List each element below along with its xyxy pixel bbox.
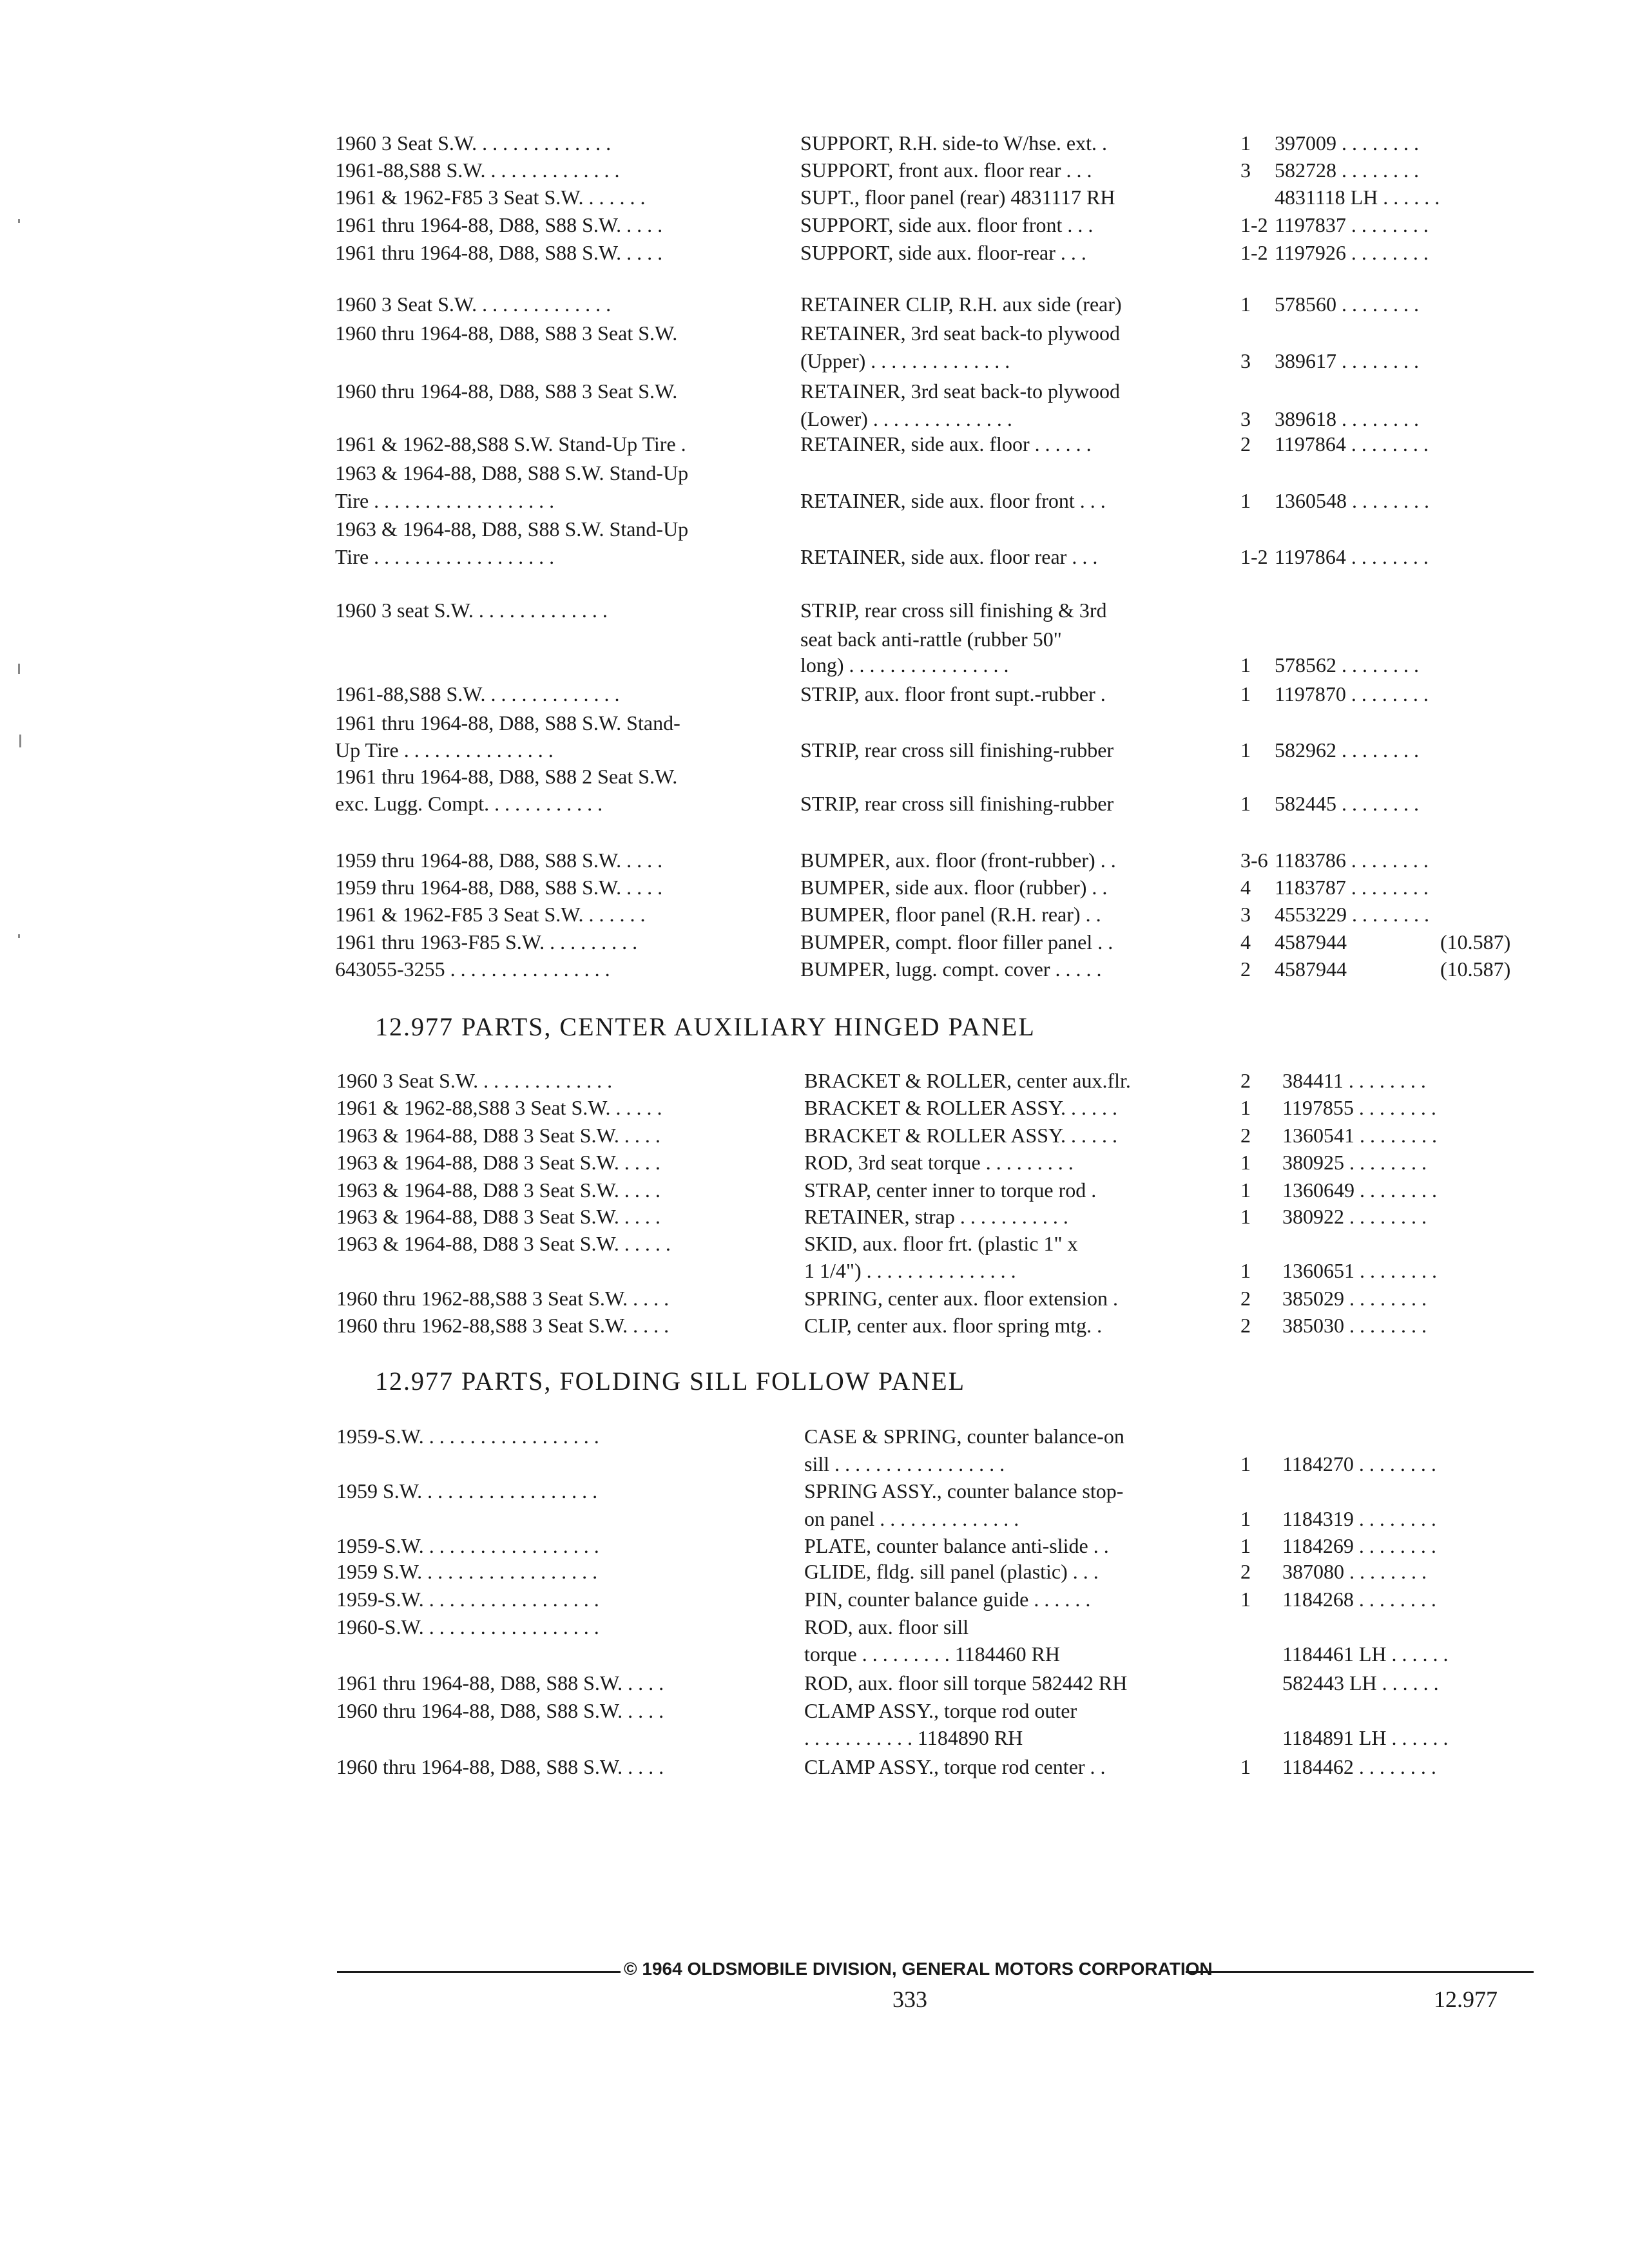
model-application: 1960 thru 1964-88, D88, S88 3 Seat S.W. — [335, 380, 678, 403]
parts-row — [0, 789, 1629, 819]
parts-row — [0, 1121, 1629, 1151]
part-description: CASE & SPRING, counter balance-on — [804, 1425, 1124, 1448]
model-application: 1961 thru 1963-F85 S.W. . . . . . . . . . — [335, 930, 638, 954]
part-description: 1 1/4") . . . . . . . . . . . . . . . — [804, 1259, 1016, 1282]
part-description: CLIP, center aux. floor spring mtg. . — [804, 1314, 1103, 1337]
part-number: 1197926 . . . . . . . . — [1275, 241, 1429, 264]
part-number: 1184462 . . . . . . . . — [1282, 1755, 1436, 1778]
part-number: 4587944 — [1275, 930, 1347, 954]
quantity: 1 — [1240, 1507, 1251, 1530]
quantity: 1 — [1240, 792, 1251, 815]
part-description: RETAINER, strap . . . . . . . . . . . — [804, 1205, 1068, 1228]
part-number: 1197870 . . . . . . . . — [1275, 682, 1429, 706]
model-application: 1963 & 1964-88, D88 3 Seat S.W. . . . . — [336, 1178, 660, 1202]
part-number: 1197855 . . . . . . . . — [1282, 1096, 1436, 1119]
part-description: STRIP, rear cross sill finishing & 3rd — [800, 599, 1107, 622]
quantity: 1 — [1240, 1259, 1251, 1282]
model-application: 1961 thru 1964-88, D88, S88 2 Seat S.W. — [335, 765, 678, 788]
parts-row — [0, 1504, 1629, 1534]
model-application: 1961 thru 1964-88, D88, S88 S.W. . . . . — [336, 1671, 664, 1695]
model-application: 1959 thru 1964-88, D88, S88 S.W. . . . . — [335, 876, 663, 899]
parts-row — [0, 1450, 1629, 1479]
part-description: RETAINER CLIP, R.H. aux side (rear) — [800, 293, 1122, 316]
part-description: CLAMP ASSY., torque rod outer — [804, 1699, 1077, 1722]
parts-row — [0, 347, 1629, 376]
quantity: 3 — [1240, 407, 1251, 430]
parts-row — [0, 651, 1629, 680]
quantity: 2 — [1240, 1314, 1251, 1337]
part-description: BUMPER, aux. floor (front-rubber) . . — [800, 849, 1116, 872]
part-description: STRIP, rear cross sill finishing-rubber — [800, 792, 1114, 815]
part-description: BRACKET & ROLLER ASSY. . . . . . — [804, 1124, 1118, 1147]
part-number: 384411 . . . . . . . . — [1282, 1069, 1426, 1092]
page-number: 333 — [892, 1986, 927, 2012]
part-description: SUPPORT, side aux. floor-rear . . . — [800, 241, 1086, 264]
part-number: 4553229 . . . . . . . . — [1275, 903, 1429, 926]
parts-row — [0, 1202, 1629, 1232]
parts-row — [0, 736, 1629, 765]
quantity: 2 — [1240, 1560, 1251, 1583]
part-description: SUPT., floor panel (rear) 4831117 RH — [800, 186, 1115, 209]
part-number: 1184269 . . . . . . . . — [1282, 1534, 1436, 1557]
model-application: Tire . . . . . . . . . . . . . . . . . . — [335, 545, 555, 568]
part-number: 389617 . . . . . . . . — [1275, 349, 1419, 372]
parts-row — [0, 515, 1629, 544]
part-description: PIN, counter balance guide . . . . . . — [804, 1588, 1091, 1611]
parts-row — [0, 377, 1629, 407]
part-number: 582962 . . . . . . . . — [1275, 738, 1419, 762]
quantity: 2 — [1240, 1124, 1251, 1147]
parts-row — [0, 1148, 1629, 1178]
model-application: exc. Lugg. Compt. . . . . . . . . . . . — [335, 792, 603, 815]
part-description: RETAINER, side aux. floor rear . . . — [800, 545, 1098, 568]
model-application: 1959-S.W. . . . . . . . . . . . . . . . . . — [336, 1588, 599, 1611]
quantity: 2 — [1240, 1069, 1251, 1092]
quantity: 1 — [1240, 131, 1251, 155]
parts-row — [0, 1284, 1629, 1314]
parts-row — [0, 1724, 1629, 1753]
part-description: RETAINER, side aux. floor front . . . — [800, 489, 1106, 512]
model-application: 1961-88,S88 S.W. . . . . . . . . . . . . . — [335, 159, 620, 182]
section-heading: 12.977 PARTS, CENTER AUXILIARY HINGED PANEL — [375, 1012, 1036, 1041]
part-description: BRACKET & ROLLER ASSY. . . . . . — [804, 1096, 1118, 1119]
parts-row — [0, 1696, 1629, 1726]
model-application: 1961 & 1962-F85 3 Seat S.W. . . . . . . — [335, 186, 646, 209]
parts-row — [0, 1093, 1629, 1123]
quantity: 1 — [1240, 1755, 1251, 1778]
parts-row — [0, 1229, 1629, 1259]
model-application: 1959-S.W. . . . . . . . . . . . . . . . . . — [336, 1534, 599, 1557]
model-application: 1960 thru 1964-88, D88, S88 3 Seat S.W. — [335, 322, 678, 345]
model-application: 1959 thru 1964-88, D88, S88 S.W. . . . . — [335, 849, 663, 872]
parts-row — [0, 928, 1629, 957]
model-application: 1959 S.W. . . . . . . . . . . . . . . . . . — [336, 1560, 598, 1583]
part-description: BRACKET & ROLLER, center aux.flr. — [804, 1069, 1131, 1092]
part-number: 380922 . . . . . . . . — [1282, 1205, 1427, 1228]
part-description: BUMPER, side aux. floor (rubber) . . — [800, 876, 1108, 899]
quantity: 1 — [1240, 653, 1251, 677]
parts-row — [0, 238, 1629, 268]
model-application: 1960 3 seat S.W. . . . . . . . . . . . . . — [335, 599, 608, 622]
quantity: 1-2 — [1240, 213, 1268, 236]
part-number: 1184461 LH . . . . . . — [1282, 1642, 1449, 1666]
part-number: 578560 . . . . . . . . — [1275, 293, 1419, 316]
part-description: CLAMP ASSY., torque rod center . . — [804, 1755, 1106, 1778]
quantity: 2 — [1240, 957, 1251, 981]
scan-mark — [18, 664, 20, 674]
model-application: Up Tire . . . . . . . . . . . . . . . — [335, 738, 554, 762]
part-number: 1197864 . . . . . . . . — [1275, 432, 1429, 456]
quantity: 1 — [1240, 1096, 1251, 1119]
parts-row — [0, 1477, 1629, 1506]
part-number: 1360548 . . . . . . . . — [1275, 489, 1429, 512]
quantity: 1-2 — [1240, 241, 1268, 264]
part-description: SKID, aux. floor frt. (plastic 1" x — [804, 1232, 1078, 1255]
quantity: 1 — [1240, 1178, 1251, 1202]
part-number: 582443 LH . . . . . . — [1282, 1671, 1439, 1695]
quantity: 3 — [1240, 349, 1251, 372]
scan-mark — [18, 934, 20, 938]
part-description: GLIDE, fldg. sill panel (plastic) . . . — [804, 1560, 1099, 1583]
parts-row — [0, 955, 1629, 985]
quantity: 2 — [1240, 1287, 1251, 1310]
parts-row — [0, 1422, 1629, 1452]
parts-row — [0, 290, 1629, 320]
parts-row — [0, 762, 1629, 792]
parts-row — [0, 459, 1629, 488]
part-number: 4831118 LH . . . . . . — [1275, 186, 1440, 209]
part-description: (Lower) . . . . . . . . . . . . . . — [800, 407, 1012, 430]
part-number: 1197837 . . . . . . . . — [1275, 213, 1429, 236]
model-application: 1963 & 1964-88, D88, S88 S.W. Stand-Up — [335, 461, 689, 485]
scan-mark — [19, 735, 21, 747]
quantity: 2 — [1240, 432, 1251, 456]
model-application: 1960 3 Seat S.W. . . . . . . . . . . . . . — [335, 293, 612, 316]
model-application: 1961 & 1962-88,S88 3 Seat S.W. . . . . . — [336, 1096, 662, 1119]
quantity: 1 — [1240, 489, 1251, 512]
part-description: . . . . . . . . . . . 1184890 RH — [804, 1726, 1023, 1749]
part-number: 1184891 LH . . . . . . — [1282, 1726, 1449, 1749]
parts-row — [0, 1256, 1629, 1286]
model-application: 1961 thru 1964-88, D88, S88 S.W. Stand- — [335, 711, 680, 735]
parts-row — [0, 430, 1629, 459]
quantity: 1 — [1240, 682, 1251, 706]
parts-row — [0, 873, 1629, 903]
model-application: Tire . . . . . . . . . . . . . . . . . . — [335, 489, 555, 512]
parts-row — [0, 543, 1629, 572]
quantity: 1 — [1240, 1151, 1251, 1174]
part-description: seat back anti-rattle (rubber 50" — [800, 628, 1062, 651]
quantity: 4 — [1240, 930, 1251, 954]
part-description: BUMPER, floor panel (R.H. rear) . . — [800, 903, 1101, 926]
part-number: 582728 . . . . . . . . — [1275, 159, 1419, 182]
model-application: 643055-3255 . . . . . . . . . . . . . . . . — [335, 957, 610, 981]
scan-mark — [18, 219, 20, 223]
model-application: 1960 thru 1964-88, D88, S88 S.W. . . . . — [336, 1755, 664, 1778]
part-number: 1184270 . . . . . . . . — [1282, 1452, 1436, 1475]
model-application: 1960 thru 1962-88,S88 3 Seat S.W. . . . . — [336, 1314, 670, 1337]
quantity: 1 — [1240, 1588, 1251, 1611]
part-number: 385029 . . . . . . . . — [1282, 1287, 1427, 1310]
quantity: 1 — [1240, 293, 1251, 316]
quantity: 3-6 — [1240, 849, 1268, 872]
part-description: BUMPER, compt. floor filler panel . . — [800, 930, 1113, 954]
part-description: RETAINER, 3rd seat back-to plywood — [800, 322, 1120, 345]
part-number: 578562 . . . . . . . . — [1275, 653, 1419, 677]
model-application: 1960 3 Seat S.W. . . . . . . . . . . . . . — [335, 131, 612, 155]
parts-row — [0, 846, 1629, 876]
part-number: 582445 . . . . . . . . — [1275, 792, 1419, 815]
model-application: 1960-S.W. . . . . . . . . . . . . . . . . . — [336, 1615, 599, 1639]
parts-row — [0, 900, 1629, 930]
part-number: 1360651 . . . . . . . . — [1282, 1259, 1437, 1282]
part-description: SPRING, center aux. floor extension . — [804, 1287, 1119, 1310]
parts-row — [0, 1311, 1629, 1341]
model-application: 1963 & 1964-88, D88 3 Seat S.W. . . . . — [336, 1124, 660, 1147]
model-application: 1961 & 1962-F85 3 Seat S.W. . . . . . . — [335, 903, 646, 926]
part-description: ROD, 3rd seat torque . . . . . . . . . — [804, 1151, 1074, 1174]
quantity: 1-2 — [1240, 545, 1268, 568]
part-description: long) . . . . . . . . . . . . . . . . — [800, 653, 1009, 677]
quantity: 3 — [1240, 903, 1251, 926]
part-description: on panel . . . . . . . . . . . . . . — [804, 1507, 1019, 1530]
part-number: 1197864 . . . . . . . . — [1275, 545, 1429, 568]
parts-row — [0, 1640, 1629, 1669]
section-number: 12.977 — [1434, 1986, 1498, 2012]
model-application: 1961 thru 1964-88, D88, S88 S.W. . . . . — [335, 241, 663, 264]
model-application: 1963 & 1964-88, D88 3 Seat S.W. . . . . — [336, 1205, 660, 1228]
footer-rule-right — [1186, 1971, 1534, 1973]
quantity: 1 — [1240, 1452, 1251, 1475]
quantity: 1 — [1240, 738, 1251, 762]
part-number: 1183787 . . . . . . . . — [1275, 876, 1429, 899]
model-application: 1963 & 1964-88, D88 3 Seat S.W. . . . . . — [336, 1232, 671, 1255]
model-application: 1960 thru 1964-88, D88, S88 S.W. . . . . — [336, 1699, 664, 1722]
part-description: torque . . . . . . . . . 1184460 RH — [804, 1642, 1061, 1666]
part-number: 385030 . . . . . . . . — [1282, 1314, 1427, 1337]
model-application: 1963 & 1964-88, D88, S88 S.W. Stand-Up — [335, 517, 689, 541]
model-application: 1961 thru 1964-88, D88, S88 S.W. . . . . — [335, 213, 663, 236]
part-description: ROD, aux. floor sill — [804, 1615, 969, 1639]
model-application: 1959 S.W. . . . . . . . . . . . . . . . . . — [336, 1479, 598, 1503]
parts-row — [0, 1066, 1629, 1096]
model-application: 1959-S.W. . . . . . . . . . . . . . . . . . — [336, 1425, 599, 1448]
parts-row — [0, 1753, 1629, 1782]
parts-row — [0, 129, 1629, 159]
footer-rule-left — [337, 1971, 621, 1973]
parts-row — [0, 1613, 1629, 1642]
part-description: STRIP, aux. floor front supt.-rubber . — [800, 682, 1106, 706]
parts-row — [0, 680, 1629, 709]
quantity: 3 — [1240, 159, 1251, 182]
cross-reference: (10.587) — [1440, 957, 1511, 981]
model-application: 1961 & 1962-88,S88 S.W. Stand-Up Tire . — [335, 432, 686, 456]
part-description: RETAINER, side aux. floor . . . . . . — [800, 432, 1092, 456]
part-description: ROD, aux. floor sill torque 582442 RH — [804, 1671, 1128, 1695]
part-description: SUPPORT, R.H. side-to W/hse. ext. . — [800, 131, 1108, 155]
model-application: 1963 & 1964-88, D88 3 Seat S.W. . . . . — [336, 1151, 660, 1174]
part-number: 1184268 . . . . . . . . — [1282, 1588, 1436, 1611]
quantity: 4 — [1240, 876, 1251, 899]
parts-row — [0, 1176, 1629, 1206]
part-description: PLATE, counter balance anti-slide . . — [804, 1534, 1109, 1557]
quantity: 1 — [1240, 1534, 1251, 1557]
model-application: 1961-88,S88 S.W. . . . . . . . . . . . . . — [335, 682, 620, 706]
parts-row — [0, 1585, 1629, 1615]
part-number: 1360541 . . . . . . . . — [1282, 1124, 1437, 1147]
parts-row — [0, 596, 1629, 626]
part-number: 397009 . . . . . . . . — [1275, 131, 1419, 155]
part-description: STRAP, center inner to torque rod . — [804, 1178, 1097, 1202]
part-description: STRIP, rear cross sill finishing-rubber — [800, 738, 1114, 762]
part-number: 389618 . . . . . . . . — [1275, 407, 1419, 430]
part-number: 1183786 . . . . . . . . — [1275, 849, 1429, 872]
part-description: SPRING ASSY., counter balance stop- — [804, 1479, 1124, 1503]
parts-row — [0, 156, 1629, 186]
parts-row — [0, 1669, 1629, 1698]
model-application: 1960 thru 1962-88,S88 3 Seat S.W. . . . . — [336, 1287, 670, 1310]
part-number: 380925 . . . . . . . . — [1282, 1151, 1427, 1174]
parts-row — [0, 486, 1629, 516]
copyright-notice: © 1964 OLDSMOBILE DIVISION, GENERAL MOTORS CORPORATION — [624, 1959, 1213, 1979]
parts-row — [0, 319, 1629, 349]
cross-reference: (10.587) — [1440, 930, 1511, 954]
section-heading: 12.977 PARTS, FOLDING SILL FOLLOW PANEL — [375, 1367, 966, 1396]
parts-row — [0, 211, 1629, 240]
part-number: 1360649 . . . . . . . . — [1282, 1178, 1437, 1202]
part-description: sill . . . . . . . . . . . . . . . . . — [804, 1452, 1005, 1475]
part-description: BUMPER, lugg. compt. cover . . . . . — [800, 957, 1102, 981]
parts-row — [0, 183, 1629, 213]
part-description: SUPPORT, side aux. floor front . . . — [800, 213, 1094, 236]
part-number: 387080 . . . . . . . . — [1282, 1560, 1427, 1583]
part-number: 4587944 — [1275, 957, 1347, 981]
part-description: RETAINER, 3rd seat back-to plywood — [800, 380, 1120, 403]
parts-row — [0, 1557, 1629, 1587]
quantity: 1 — [1240, 1205, 1251, 1228]
part-description: SUPPORT, front aux. floor rear . . . — [800, 159, 1092, 182]
parts-row — [0, 709, 1629, 738]
part-number: 1184319 . . . . . . . . — [1282, 1507, 1436, 1530]
model-application: 1960 3 Seat S.W. . . . . . . . . . . . . . — [336, 1069, 613, 1092]
part-description: (Upper) . . . . . . . . . . . . . . — [800, 349, 1010, 372]
